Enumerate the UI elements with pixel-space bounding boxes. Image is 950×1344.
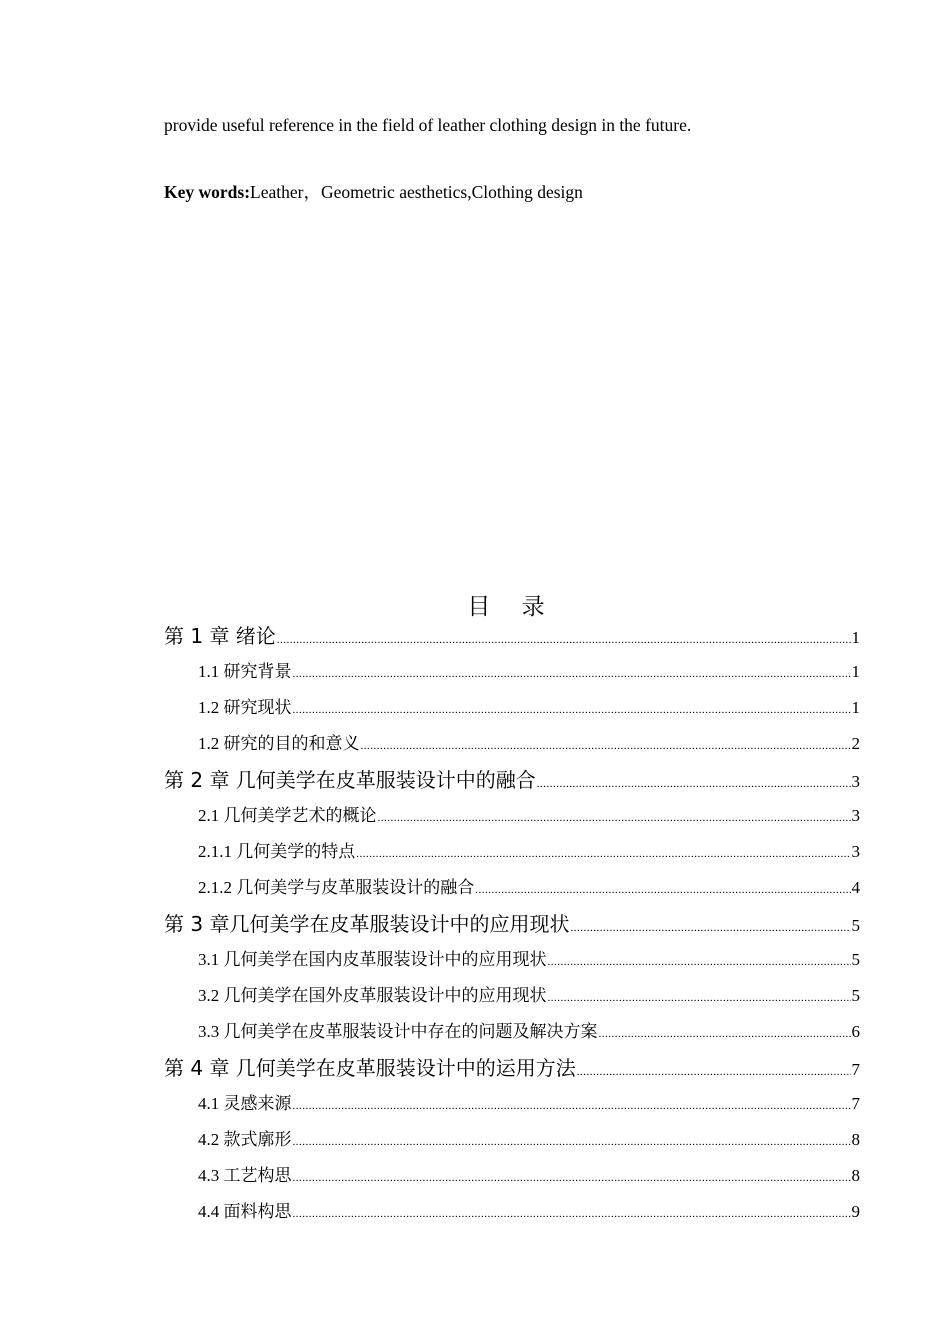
toc-entry-text: 3.3 几何美学在皮革服装设计中存在的问题及解决方案	[198, 1022, 598, 1041]
toc-entry-text: 第 2 章 几何美学在皮革服装设计中的融合	[164, 768, 536, 792]
toc-entry-section[interactable]	[164, 944, 860, 980]
keywords-line	[164, 181, 583, 203]
toc-leader-dots	[475, 874, 850, 906]
toc-entry-section[interactable]	[164, 980, 860, 1016]
toc-entry-chapter[interactable]	[164, 764, 860, 800]
toc-page-number: 5	[851, 916, 860, 935]
toc-entry-chapter[interactable]	[164, 620, 860, 656]
toc-entry-section[interactable]	[164, 836, 860, 872]
toc-entry-section[interactable]	[164, 1124, 860, 1160]
toc-page-number: 1	[851, 628, 860, 647]
toc-page-number: 2	[851, 734, 860, 753]
toc-page-number: 9	[851, 1202, 860, 1221]
toc-page-number: 3	[851, 772, 860, 791]
toc-entry-text: 1.1 研究背景	[198, 662, 292, 681]
toc-entry-section[interactable]	[164, 692, 860, 728]
table-of-contents	[164, 620, 860, 1232]
toc-leader-dots	[293, 1198, 851, 1230]
toc-entry-section[interactable]	[164, 872, 860, 908]
toc-page-number: 8	[851, 1130, 860, 1149]
toc-entry-text: 第 4 章 几何美学在皮革服装设计中的运用方法	[164, 1056, 576, 1080]
toc-page-number: 7	[851, 1094, 860, 1113]
toc-page-number: 3	[851, 842, 860, 861]
toc-entry-text: 第 3 章几何美学在皮革服装设计中的应用现状	[164, 912, 570, 936]
toc-entry-section[interactable]	[164, 1196, 860, 1232]
toc-page-number: 5	[851, 950, 860, 969]
toc-entry-chapter[interactable]	[164, 908, 860, 944]
toc-leader-dots	[548, 982, 851, 1014]
toc-entry-text: 1.2 研究的目的和意义	[198, 734, 360, 753]
toc-entry-text: 2.1.1 几何美学的特点	[198, 842, 356, 861]
toc-leader-dots	[356, 838, 850, 870]
toc-leader-dots	[537, 768, 851, 800]
toc-leader-dots	[599, 1018, 851, 1050]
toc-page-number: 8	[851, 1166, 860, 1185]
toc-leader-dots	[293, 658, 851, 690]
toc-leader-dots	[293, 1162, 851, 1194]
toc-entry-section[interactable]	[164, 800, 860, 836]
toc-entry-section[interactable]	[164, 1016, 860, 1052]
toc-leader-dots	[293, 1126, 851, 1158]
toc-leader-dots	[361, 730, 851, 762]
toc-leader-dots	[378, 802, 851, 834]
toc-page-number: 3	[851, 806, 860, 825]
toc-entry-text: 第 1 章 绪论	[164, 624, 276, 648]
toc-leader-dots	[293, 1090, 851, 1122]
keywords-value: Leather，Geometric aesthetics,Clothing design	[250, 182, 583, 202]
toc-page-number: 4	[851, 878, 860, 897]
abstract-last-line: provide useful reference in the field of leather clothing design in the future.	[164, 115, 692, 135]
toc-leader-dots	[577, 1056, 851, 1088]
toc-leader-dots	[548, 946, 851, 978]
toc-page-number: 7	[851, 1060, 860, 1079]
toc-entry-text: 3.2 几何美学在国外皮革服装设计中的应用现状	[198, 986, 547, 1005]
toc-entry-section[interactable]	[164, 1088, 860, 1124]
toc-entry-text: 1.2 研究现状	[198, 698, 292, 717]
toc-page-number: 5	[851, 986, 860, 1005]
toc-entry-section[interactable]	[164, 728, 860, 764]
toc-entry-text: 2.1.2 几何美学与皮革服装设计的融合	[198, 878, 475, 897]
toc-entry-section[interactable]	[164, 656, 860, 692]
toc-leader-dots	[570, 912, 850, 944]
toc-leader-dots	[293, 694, 851, 726]
toc-entry-chapter[interactable]	[164, 1052, 860, 1088]
toc-leader-dots	[277, 624, 851, 656]
toc-entry-section[interactable]	[164, 1160, 860, 1196]
toc-title: 目 录	[467, 594, 557, 620]
toc-entry-text: 4.2 款式廓形	[198, 1130, 292, 1149]
toc-page-number: 6	[851, 1022, 860, 1041]
keywords-label: Key words:	[164, 182, 251, 202]
toc-entry-text: 2.1 几何美学艺术的概论	[198, 806, 377, 825]
toc-page-number: 1	[851, 662, 860, 681]
toc-entry-text: 4.1 灵感来源	[198, 1094, 292, 1113]
toc-entry-text: 4.3 工艺构思	[198, 1166, 292, 1185]
toc-page-number: 1	[851, 698, 860, 717]
toc-entry-text: 3.1 几何美学在国内皮革服装设计中的应用现状	[198, 950, 547, 969]
toc-entry-text: 4.4 面料构思	[198, 1202, 292, 1221]
